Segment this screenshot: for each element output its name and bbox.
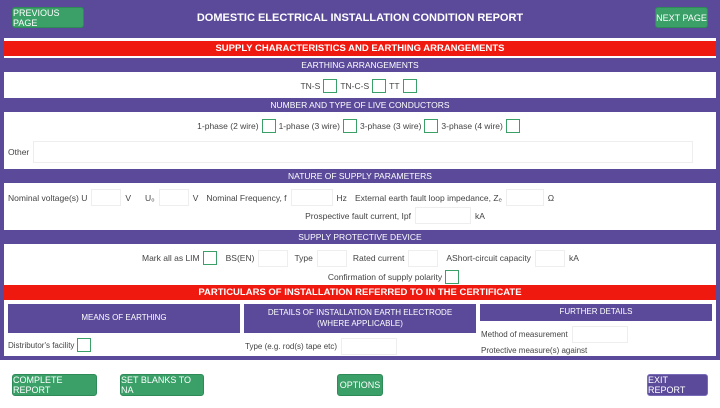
polarity-row: [4, 268, 716, 285]
tn-s-label: TN-S: [300, 81, 321, 91]
conductor-1p3w-checkbox[interactable]: [343, 119, 357, 133]
set-blanks-na-button[interactable]: SET BLANKS TO NA: [120, 374, 204, 396]
pfc-unit-label: kA: [474, 210, 485, 221]
section-header-supply: SUPPLY CHARACTERISTICS AND EARTHING ARRANGEMENTS: [4, 41, 716, 56]
pfc-row: [4, 206, 716, 225]
impedance-unit-label: Ω: [547, 192, 555, 203]
bsen-label: BS(EN): [225, 253, 255, 263]
impedance-label: External earth fault loop impedance, Zₑ: [354, 192, 502, 203]
section-header-conductors: NUMBER AND TYPE OF LIVE CONDUCTORS: [4, 98, 716, 112]
type-rod-label: Type (e.g. rod(s) tape etc): [245, 342, 338, 351]
frequency-input[interactable]: [291, 189, 333, 206]
protective-measure-row: [481, 343, 587, 356]
method-label: Method of measurement: [481, 330, 568, 339]
means-of-earthing-header: MEANS OF EARTHING: [8, 304, 240, 333]
other-input[interactable]: [33, 141, 693, 163]
electrode-details-header: DETAILS OF INSTALLATION EARTH ELECTRODE (WHERE APPLICABLE): [244, 304, 476, 333]
conductor-3p4w-label: 3-phase (4 wire): [441, 121, 503, 131]
tt-label: TT: [389, 81, 400, 91]
nominal-voltage-row: [4, 188, 716, 207]
page-title: DOMESTIC ELECTRICAL INSTALLATION CONDITION REPORT: [196, 12, 524, 24]
mark-lim-checkbox[interactable]: [203, 251, 217, 265]
other-label: Other: [8, 147, 30, 157]
protective-device-row: [4, 249, 716, 267]
conductor-3p3w-label: 3-phase (3 wire): [360, 121, 422, 131]
type-label: Type: [294, 253, 313, 263]
conductor-3p4w-checkbox[interactable]: [506, 119, 520, 133]
u-unit-label: V: [125, 192, 132, 203]
next-page-button[interactable]: NEXT PAGE: [655, 7, 708, 28]
type-rod-row: [245, 338, 401, 355]
tn-c-s-label: TN-C-S: [340, 81, 370, 91]
tn-s-checkbox[interactable]: [323, 79, 337, 93]
distributor-label: Distributor's facility: [8, 340, 75, 350]
distributor-row: [8, 337, 94, 353]
ashort-label: AShort-circuit capacity: [446, 253, 531, 263]
mark-lim-label: Mark all as LIM: [142, 253, 200, 263]
exit-report-button[interactable]: EXIT REPORT: [647, 374, 708, 396]
conductor-1p2w-checkbox[interactable]: [262, 119, 276, 133]
frequency-label: Nominal Frequency, f: [206, 192, 287, 203]
ashort-input[interactable]: [535, 250, 565, 267]
polarity-checkbox[interactable]: [445, 270, 459, 284]
section-header-earthing: EARTHING ARRANGEMENTS: [4, 58, 716, 72]
conductor-1p3w-label: 1-phase (3 wire): [278, 121, 340, 131]
pfc-label: Prospective fault current, Ipf: [305, 210, 411, 221]
bottom-bar: [0, 360, 720, 408]
conductor-3p3w-checkbox[interactable]: [424, 119, 438, 133]
top-bar: [0, 0, 720, 36]
pfc-input[interactable]: [415, 207, 471, 224]
complete-report-button[interactable]: COMPLETE REPORT: [12, 374, 97, 396]
type-input[interactable]: [317, 250, 347, 267]
protective-measure-label: Protective measure(s) against: [481, 345, 588, 355]
tn-c-s-checkbox[interactable]: [372, 79, 386, 93]
options-button[interactable]: OPTIONS: [337, 374, 383, 396]
method-row: [481, 326, 632, 343]
further-details-header: FURTHER DETAILS: [480, 304, 712, 321]
ashort-unit-label: kA: [568, 253, 579, 263]
u0-label: U₀: [145, 192, 155, 203]
form-panel: [4, 38, 716, 356]
conductor-1p2w-label: 1-phase (2 wire): [197, 121, 259, 131]
method-input[interactable]: [572, 326, 628, 343]
section-header-particulars: PARTICULARS OF INSTALLATION REFERRED TO IN THE CERTIFICATE: [4, 285, 716, 300]
rated-current-label: Rated current: [352, 253, 405, 263]
nominal-voltage-u-input[interactable]: [91, 189, 121, 206]
tt-checkbox[interactable]: [403, 79, 417, 93]
section-header-nature: NATURE OF SUPPLY PARAMETERS: [4, 169, 716, 183]
bsen-input[interactable]: [258, 250, 288, 267]
polarity-label: Confirmation of supply polarity: [327, 271, 443, 282]
previous-page-button[interactable]: PREVIOUS PAGE: [12, 7, 84, 28]
u0-input[interactable]: [159, 189, 189, 206]
section-header-protective-device: SUPPLY PROTECTIVE DEVICE: [4, 230, 716, 244]
other-row: [4, 140, 716, 164]
u0-unit-label: V: [192, 192, 199, 203]
frequency-unit-label: Hz: [336, 192, 347, 203]
rated-current-input[interactable]: [408, 250, 438, 267]
earthing-options-row: [4, 77, 716, 95]
nominal-voltage-label: Nominal voltage(s) U: [8, 192, 88, 203]
type-rod-input[interactable]: [341, 338, 397, 355]
impedance-input[interactable]: [506, 189, 544, 206]
conductor-options-row: [4, 117, 716, 135]
distributor-checkbox[interactable]: [77, 338, 91, 352]
